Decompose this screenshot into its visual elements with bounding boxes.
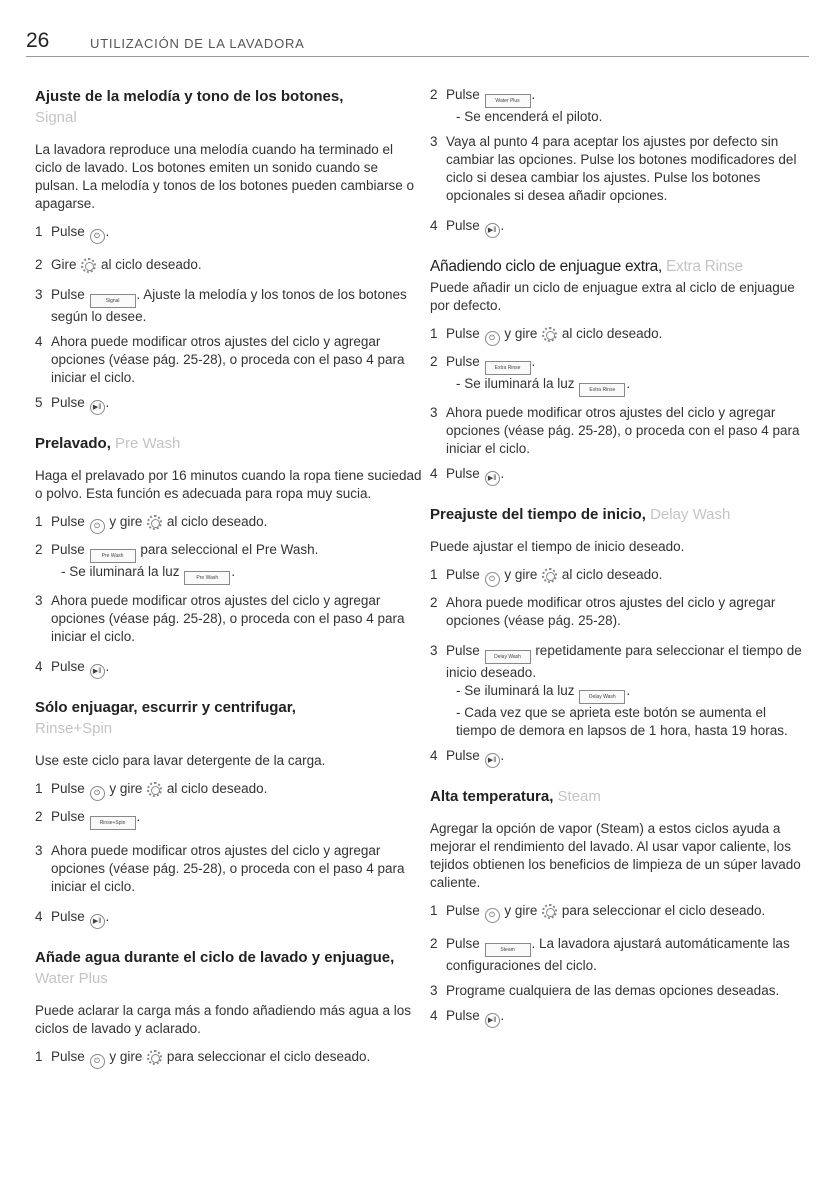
start-pause-button-icon: ▶‖ (90, 914, 105, 929)
extra-rinse-light-icon: Extra Rinse (579, 383, 625, 397)
left-column (35, 86, 423, 1087)
step-list (35, 780, 423, 929)
section-delay-wash (430, 504, 810, 768)
step-list (35, 223, 423, 415)
step-1: 1 Pulse ⏻ y gire al ciclo deseado. (35, 513, 423, 534)
step-5: 5 Pulse ▶‖ . (35, 394, 423, 415)
pre-wash-button-icon: Pre Wash (90, 549, 136, 563)
section-intro: Haga el prelavado por 16 minutos cuando la ropa tiene suciedad o polvo. Esta función es adecuada para ropa muy sucia. (35, 468, 422, 501)
section-rinse-spin (35, 697, 423, 929)
water-plus-button-icon: Water Plus (485, 94, 531, 108)
section-intro: Puede ajustar el tiempo de inicio deseado. (430, 539, 685, 554)
step-list (35, 513, 423, 679)
cycle-dial-icon (542, 327, 557, 342)
step-list (35, 1048, 423, 1069)
step-1: 1 Pulse ⏻ . (35, 223, 423, 244)
section-intro: La lavadora reproduce una melodía cuando ha terminado el ciclo de lavado. Los botones emiten un sonido cuando se pulsan. La melodía y tonos de los botones pueden cambiarse o apagarse. (35, 142, 415, 211)
section-title: Preajuste del tiempo de inicio, Delay Wash (430, 506, 731, 523)
cycle-dial-icon (147, 515, 162, 530)
step-4: 4 Ahora puede modificar otros ajustes del ciclo y agregar opciones (véase pág. 25-28), o proceda con el paso 4 para iniciar el ciclo. (35, 334, 405, 385)
signal-button-icon: Signal (90, 294, 136, 308)
step-3: 3 Pulse Delay Wash repetidamente para seleccionar el tiempo de inicio deseado. - Se iluminará la luz Delay Wash . - Cada vez que se aprieta este botón se aumenta el tiempo de demora en lapsos de 1 hora, hasta 19 horas. (430, 643, 802, 738)
step-list (430, 566, 810, 768)
section-signal (35, 86, 423, 415)
section-water-plus-continued (430, 86, 810, 238)
step-3: 3 Ahora puede modificar otros ajustes del ciclo y agregar opciones (véase pág. 25-28), o proceda con el paso 4 para iniciar el ciclo. (430, 405, 800, 456)
section-intro: Puede añadir un ciclo de enjuague extra al ciclo de enjuague por defecto. (430, 280, 795, 313)
step-4: 4 Pulse ▶‖ . (35, 658, 423, 679)
delay-wash-button-icon: Delay Wash (485, 650, 531, 664)
start-pause-button-icon: ▶‖ (485, 753, 500, 768)
section-intro: Puede aclarar la carga más a fondo añadiendo más agua a los ciclos de lavado y aclarado. (35, 1003, 411, 1036)
step-1: 1 Pulse ⏻ y gire al ciclo deseado. (430, 325, 810, 346)
step-2: 2 Pulse Steam . La lavadora ajustará automáticamente las configuraciones del ciclo. (430, 936, 790, 973)
section-title: Prelavado, Pre Wash (35, 435, 181, 452)
start-pause-button-icon: ▶‖ (485, 223, 500, 238)
step-list (430, 325, 810, 486)
page-number: 26 (26, 29, 50, 52)
power-button-icon: ⏻ (485, 331, 500, 346)
step-3: 3 Ahora puede modificar otros ajustes del ciclo y agregar opciones (véase pág. 25-28), o proceda con el paso 4 para iniciar el ciclo. (35, 843, 405, 894)
extra-rinse-button-icon: Extra Rinse (485, 361, 531, 375)
steam-button-icon: Steam (485, 943, 531, 957)
step-2: 2 Pulse Pre Wash para seleccional el Pre Wash. - Se iluminará la luz Pre Wash . (35, 541, 423, 585)
power-button-icon: ⏻ (485, 572, 500, 587)
cycle-dial-icon (542, 904, 557, 919)
step-4: 4 Pulse ▶‖ . (430, 747, 810, 768)
right-column (430, 86, 810, 1046)
start-pause-button-icon: ▶‖ (485, 471, 500, 486)
step-4: 4 Pulse ▶‖ . (35, 908, 423, 929)
section-title: Ajuste de la melodía y tono de los botones, Signal (35, 88, 344, 126)
page-header (26, 26, 809, 57)
cycle-dial-icon (147, 782, 162, 797)
power-button-icon: ⏻ (90, 786, 105, 801)
start-pause-button-icon: ▶‖ (90, 400, 105, 415)
step-2: 2 Pulse Water Plus . - Se encenderá el piloto. (430, 87, 603, 124)
step-3: 3 Pulse Signal . Ajuste la melodía y los tonos de los botones según lo desee. (35, 287, 407, 324)
start-pause-button-icon: ▶‖ (90, 664, 105, 679)
step-2: 2 Pulse Rinse+Spin . (35, 808, 423, 830)
step-4: 4 Pulse ▶‖ . (430, 217, 810, 238)
step-2: 2 Gire al ciclo deseado. (35, 257, 202, 272)
cycle-dial-icon (81, 258, 96, 273)
section-intro: Agregar la opción de vapor (Steam) a estos ciclos ayuda a mejorar el rendimiento del lavado. Al usar vapor caliente, los tejidos obtienen los beneficios de limpieza de un súper lavado caliente. (430, 821, 801, 890)
delay-wash-light-icon: Delay Wash (579, 690, 625, 704)
step-4: 4 Pulse ▶‖ . (430, 465, 810, 486)
step-4: 4 Pulse ▶‖ . (430, 1007, 810, 1028)
step-2: 2 Pulse Extra Rinse . - Se iluminará la luz Extra Rinse . (430, 353, 810, 397)
section-steam (430, 786, 810, 1028)
step-1: 1 Pulse ⏻ y gire para seleccionar el ciclo deseado. (430, 902, 810, 923)
section-title: Sólo enjuagar, escurrir y centrifugar, Rinse+Spin (35, 699, 296, 737)
section-title: Alta temperatura, Steam (430, 788, 601, 805)
power-button-icon: ⏻ (90, 1054, 105, 1069)
step-1: 1 Pulse ⏻ y gire al ciclo deseado. (35, 780, 423, 801)
step-3: 3 Programe cualquiera de las demas opciones deseadas. (430, 983, 780, 998)
section-title: Añadiendo ciclo de enjuague extra, Extra Rinse (430, 258, 743, 275)
cycle-dial-icon (147, 1050, 162, 1065)
power-button-icon: ⏻ (90, 229, 105, 244)
section-water-plus (35, 947, 423, 1069)
step-1: 1 Pulse ⏻ y gire para seleccionar el ciclo deseado. (35, 1048, 423, 1069)
step-list (430, 902, 810, 1028)
step-2: 2 Ahora puede modificar otros ajustes del ciclo y agregar opciones (véase pág. 25-28). (430, 595, 776, 628)
pre-wash-light-icon: Pre Wash (184, 571, 230, 585)
step-1: 1 Pulse ⏻ y gire al ciclo deseado. (430, 566, 810, 587)
section-intro: Use este ciclo para lavar detergente de la carga. (35, 753, 326, 768)
section-title: Añade agua durante el ciclo de lavado y enjuague, Water Plus (35, 949, 395, 987)
step-list (430, 86, 810, 238)
step-3: 3 Ahora puede modificar otros ajustes del ciclo y agregar opciones (véase pág. 25-28), o proceda con el paso 4 para iniciar el ciclo. (35, 593, 405, 644)
chapter-title: UTILIZACIÓN DE LA LAVADORA (90, 36, 305, 51)
section-prewash (35, 433, 423, 679)
step-3: 3 Vaya al punto 4 para aceptar los ajustes por defecto sin cambiar las opciones. Pulse los botones modificadores del ciclo si desea cambiar los ajustes. Pulse los botones opcionales si desea añadir opciones. (430, 134, 797, 203)
power-button-icon: ⏻ (90, 519, 105, 534)
start-pause-button-icon: ▶‖ (485, 1013, 500, 1028)
section-extra-rinse (430, 256, 810, 486)
cycle-dial-icon (542, 568, 557, 583)
power-button-icon: ⏻ (485, 908, 500, 923)
rinse-spin-button-icon: Rinse+Spin (90, 816, 136, 830)
